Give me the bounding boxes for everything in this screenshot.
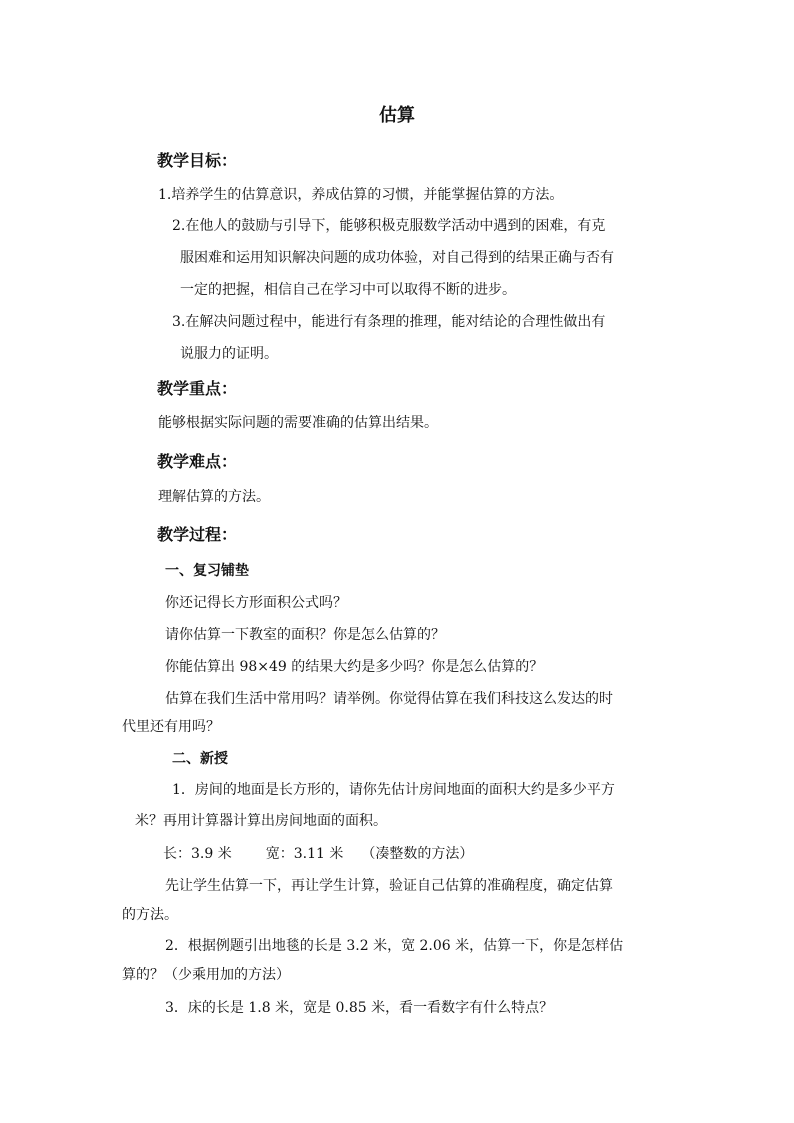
key-point-heading: 教学重点： (157, 379, 238, 398)
room-width: 宽：3.11 米 (265, 846, 344, 862)
new-lesson-heading: 二、新授 (172, 751, 228, 767)
new-line-1: 1．房间的地面是长方形的，请你先估计房间地面的面积大约是多少平方 (172, 782, 615, 798)
review-line-1: 你还记得长方形面积公式吗？ (165, 595, 347, 611)
objective-line-2: 2.在他人的鼓励与引导下，能够积极克服数学活动中遇到的困难，有克 (172, 218, 606, 234)
room-length: 长：3.9 米 (163, 846, 232, 862)
new-line-6: 算的？（少乘用加的方法） (122, 967, 290, 983)
review-line-5: 代里还有用吗？ (122, 719, 220, 735)
review-line-3: 你能估算出 98×49 的结果大约是多少吗？你是怎么估算的？ (165, 659, 544, 675)
new-line-5: 2．根据例题引出地毯的长是 3.2 米，宽 2.06 米，估算一下，你是怎样估 (165, 938, 624, 954)
objective-line-6: 说服力的证明。 (180, 346, 278, 362)
objective-line-4: 一定的把握，相信自己在学习中可以取得不断的进步。 (180, 282, 516, 298)
difficulty-heading: 教学难点： (157, 452, 238, 471)
difficulty-text: 理解估算的方法。 (158, 489, 270, 505)
key-point-text: 能够根据实际问题的需要准确的估算出结果。 (158, 415, 438, 431)
page-title: 估算 (379, 105, 415, 126)
new-line-7: 3．床的长是 1.8 米，宽是 0.85 米，看一看数字有什么特点？ (165, 1000, 554, 1016)
review-heading: 一、复习铺垫 (165, 563, 249, 579)
objectives-heading: 教学目标： (157, 151, 238, 170)
objective-line-3: 服困难和运用知识解决问题的成功体验，对自己得到的结果正确与否有 (180, 250, 614, 266)
review-line-4: 估算在我们生活中常用吗？请举例。你觉得估算在我们科技这么发达的时 (165, 691, 613, 707)
review-line-2: 请你估算一下教室的面积？你是怎么估算的？ (165, 627, 445, 643)
process-heading: 教学过程： (157, 525, 238, 544)
objective-line-1: 1.培养学生的估算意识，养成估算的习惯，并能掌握估算的方法。 (158, 187, 564, 203)
new-line-3: 先让学生估算一下，再让学生计算，验证自己估算的准确程度，确定估算 (165, 878, 613, 894)
objective-line-5: 3.在解决问题过程中，能进行有条理的推理，能对结论的合理性做出有 (172, 314, 606, 330)
rounding-method: （凑整数的方法） (361, 846, 474, 862)
new-line-4: 的方法。 (122, 907, 178, 923)
new-line-2: 米？再用计算器计算出房间地面的面积。 (135, 813, 387, 829)
room-dimensions (163, 844, 473, 864)
